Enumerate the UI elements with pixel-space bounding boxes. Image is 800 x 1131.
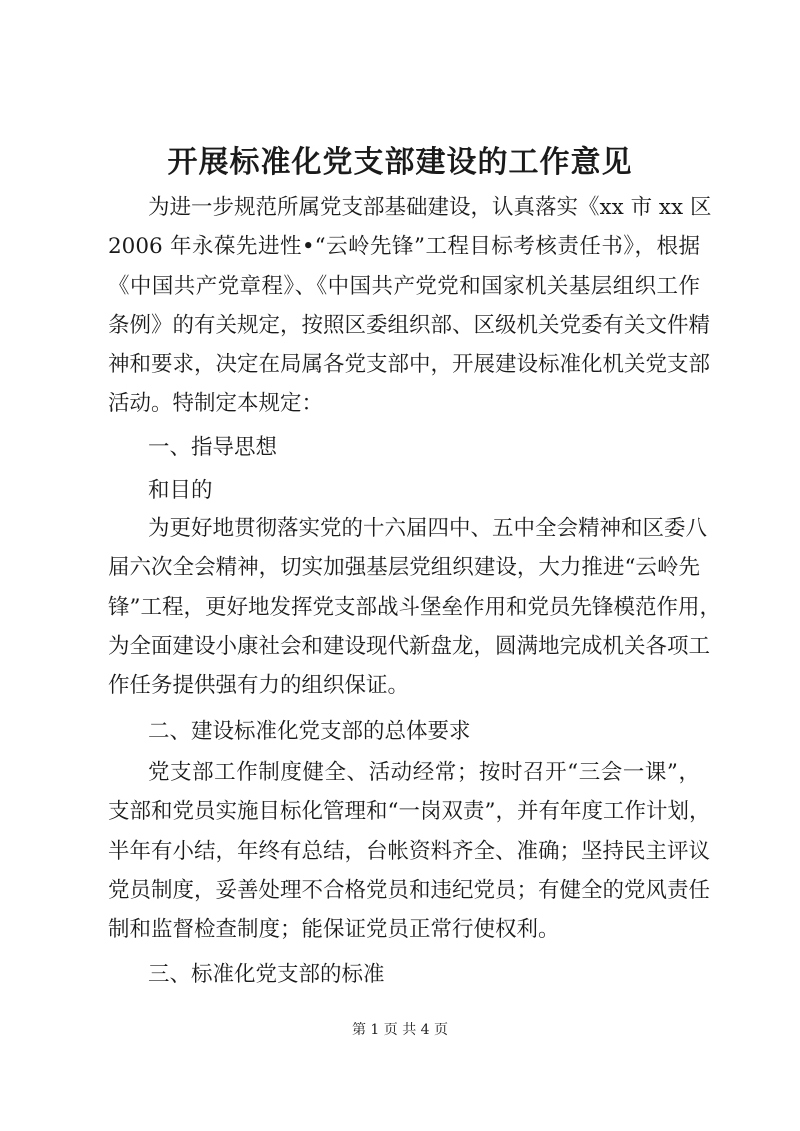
paragraph-line: 半年有小结，年终有总结，台帐资料齐全、准确；坚持民主评议 — [108, 838, 711, 864]
paragraph-line: 锋”工程，更好地发挥党支部战斗堡垒作用和党员先锋模范作用， — [108, 594, 721, 620]
paragraph-line: 作任务提供强有力的组织保证。 — [108, 673, 410, 699]
paragraph-line: 制和监督检查制度；能保证党员正常行使权利。 — [108, 917, 560, 943]
paragraph-line: 为更好地贯彻落实党的十六届四中、五中全会精神和区委八 — [148, 516, 708, 541]
paragraph-line: 2006 年永葆先进性•“云岭先锋”工程目标考核责任书》，根据 — [108, 234, 700, 260]
paragraph-intro — [108, 188, 712, 424]
paragraph-line: 党支部工作制度健全、活动经常；按时召开“三会一课”， — [148, 760, 700, 785]
paragraph-line: 《中国共产党章程》、《中国共产党党和国家机关基层组织工作 — [108, 273, 700, 299]
paragraph-line: 支部和党员实施目标化管理和“一岗双责”，并有年度工作计划， — [108, 799, 711, 825]
paragraph-line: 活动。特制定本规定： — [108, 391, 324, 417]
section-heading-continuation: 和目的 — [148, 478, 213, 503]
document-title: 开展标准化党支部建设的工作意见 — [167, 145, 633, 180]
paragraph-requirements — [108, 753, 711, 949]
paragraph-line: 届六次全会精神，切实加强基层党组织建设，大力推进“云岭先 — [108, 555, 700, 581]
page-footer: 第 1 页 共 4 页 — [351, 1022, 449, 1038]
paragraph-line: 条例》的有关规定，按照区委组织部、区级机关党委有关文件精 — [108, 312, 711, 338]
paragraph-line: 神和要求，决定在局属各党支部中，开展建设标准化机关党支部 — [108, 352, 711, 378]
section-heading-standards: 三、标准化党支部的标准 — [148, 962, 385, 987]
paragraph-line: 为全面建设小康社会和建设现代新盘龙，圆满地完成机关各项工 — [108, 633, 711, 659]
paragraph-purpose — [108, 509, 721, 705]
paragraph-line: 党员制度，妥善处理不合格党员和违纪党员；有健全的党风责任 — [108, 877, 711, 903]
paragraph-line: 为进一步规范所属党支部基础建设，认真落实《xx 市 xx 区 — [148, 195, 712, 220]
section-heading-guiding-ideology: 一、指导思想 — [148, 435, 278, 460]
section-heading-general-requirements: 二、建设标准化党支部的总体要求 — [148, 719, 471, 744]
